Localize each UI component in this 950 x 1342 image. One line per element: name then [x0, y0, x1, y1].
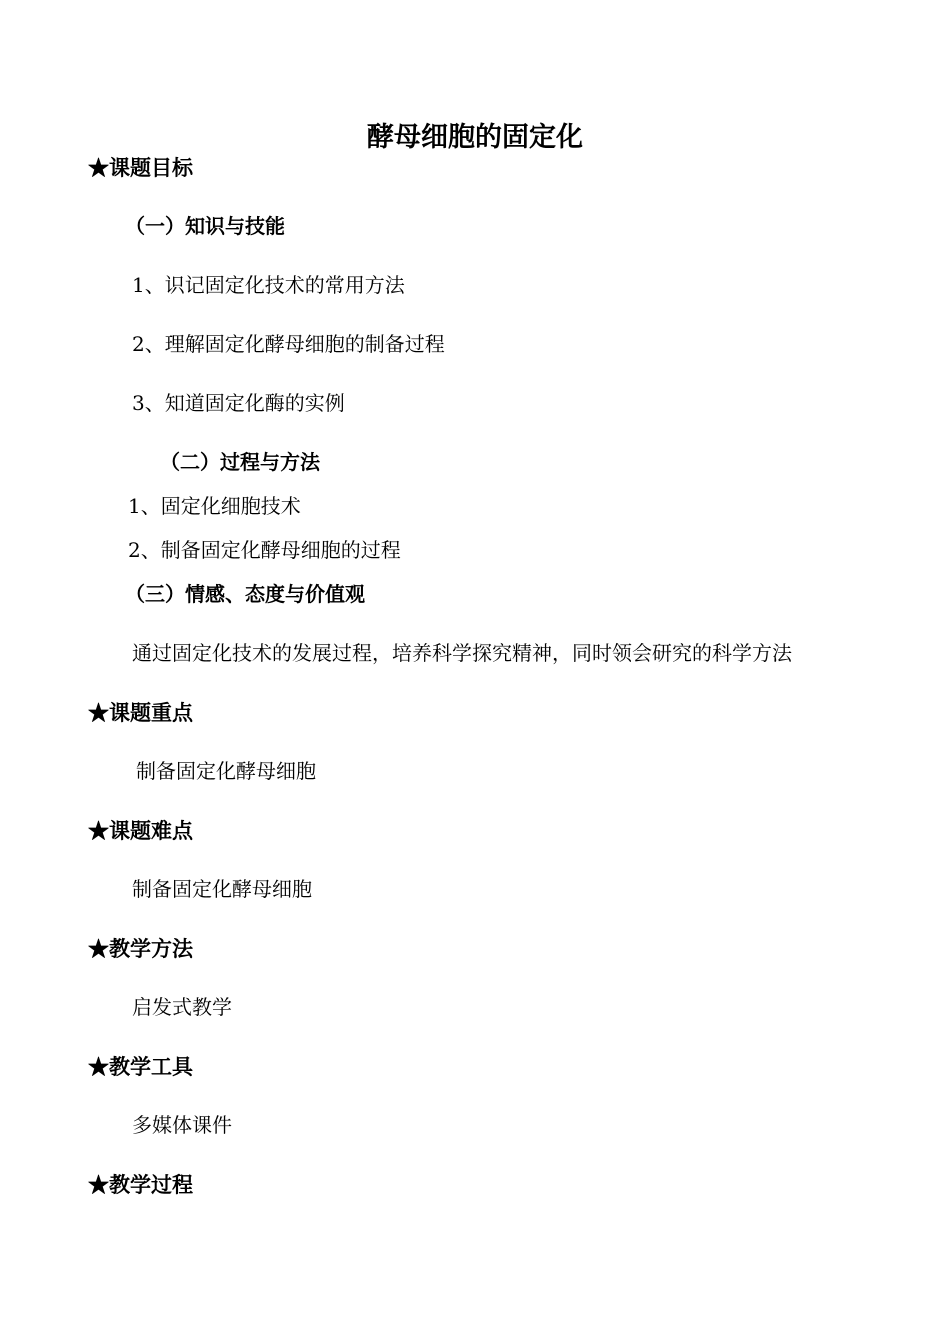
subsection-heading-knowledge: （一）知识与技能	[125, 214, 285, 238]
section-heading-difficulty: ★课题难点	[88, 818, 193, 843]
paragraph-difficulty: 制备固定化酵母细胞	[132, 877, 312, 901]
section-heading-objectives: ★课题目标	[88, 155, 193, 180]
list-item: 3、知道固定化酶的实例	[132, 391, 345, 415]
paragraph-tools: 多媒体课件	[132, 1113, 232, 1137]
section-heading-method: ★教学方法	[88, 936, 193, 961]
section-heading-procedure: ★教学过程	[88, 1172, 193, 1197]
document-title: 酵母细胞的固定化	[367, 122, 583, 153]
section-heading-tools: ★教学工具	[88, 1054, 193, 1079]
list-item: 1、识记固定化技术的常用方法	[132, 273, 405, 297]
subsection-heading-process: （二）过程与方法	[160, 450, 320, 474]
list-item: 1、固定化细胞技术	[128, 494, 301, 518]
paragraph-attitude: 通过固定化技术的发展过程，培养科学探究精神，同时领会研究的科学方法	[132, 641, 792, 665]
subsection-heading-attitude: （三）情感、态度与价值观	[125, 582, 365, 606]
paragraph-key-point: 制备固定化酵母细胞	[136, 759, 316, 783]
list-item: 2、制备固定化酵母细胞的过程	[128, 538, 401, 562]
list-item: 2、理解固定化酵母细胞的制备过程	[132, 332, 445, 356]
paragraph-method: 启发式教学	[132, 995, 232, 1019]
section-heading-key-point: ★课题重点	[88, 700, 193, 725]
